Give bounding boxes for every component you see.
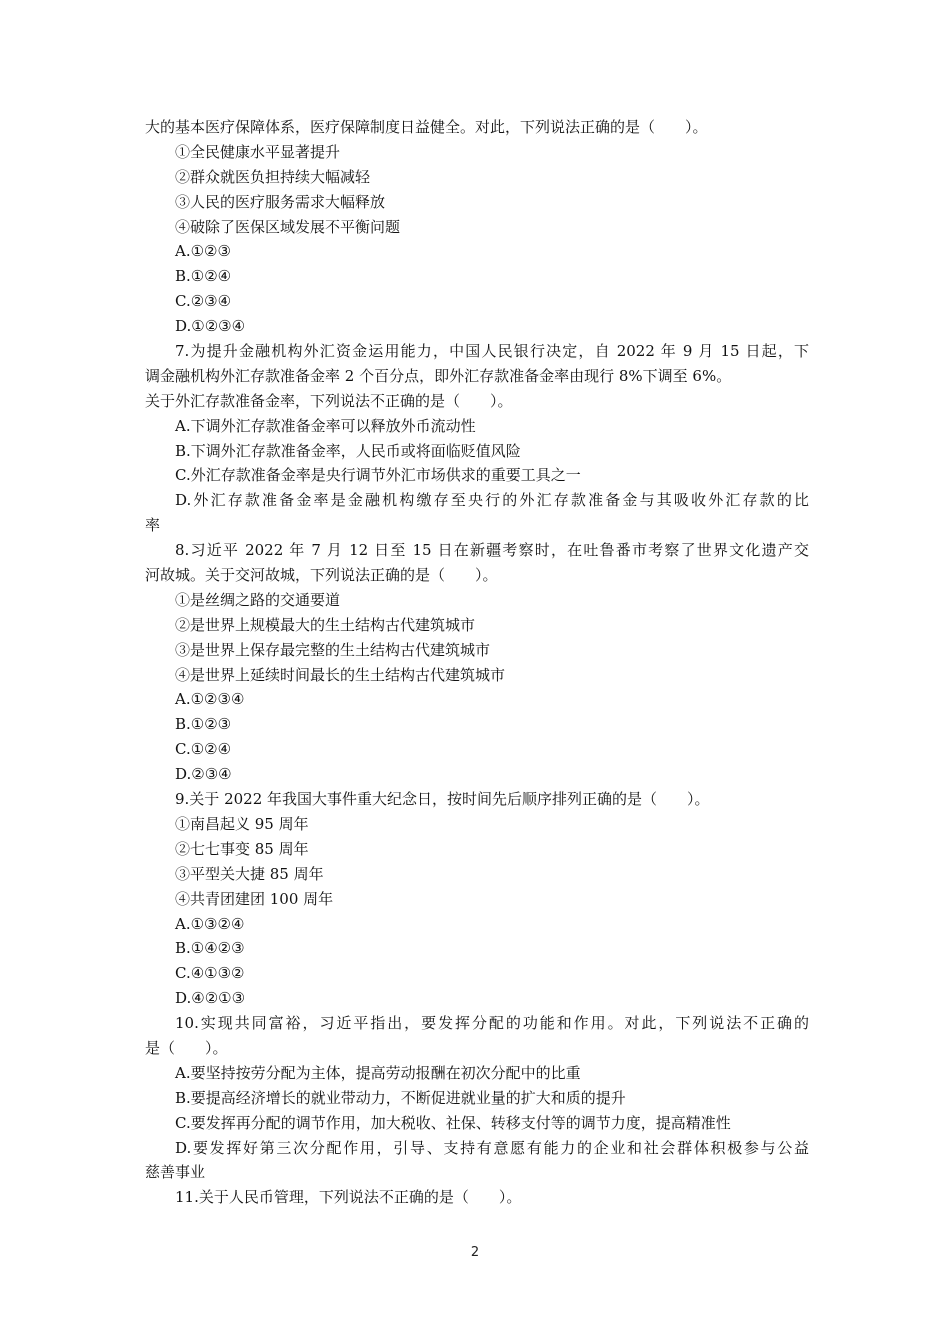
q6-option-b: B.①②④ bbox=[175, 267, 232, 286]
q10-option-d: D.要发挥好第三次分配作用，引导、支持有意愿有能力的企业和社会群体积极参与公益 bbox=[175, 1138, 809, 1157]
q10-option-d-continued: 慈善事业 bbox=[145, 1163, 206, 1182]
q7-option-c: C.外汇存款准备金率是央行调节外汇市场供求的重要工具之一 bbox=[175, 466, 581, 485]
q9-option-b: B.①④②③ bbox=[175, 939, 245, 958]
q10-option-c: C.要发挥再分配的调节作用，加大税收、社保、转移支付等的调节力度，提高精准性 bbox=[175, 1113, 731, 1132]
q8-item-2: ②是世界上规模最大的生土结构古代建筑城市 bbox=[175, 615, 476, 634]
q8-option-c: C.①②④ bbox=[175, 740, 232, 759]
q6-item-2: ②群众就医负担持续大幅减轻 bbox=[175, 167, 371, 186]
q6-option-d: D.①②③④ bbox=[175, 317, 246, 336]
q6-item-4: ④破除了医保区域发展不平衡问题 bbox=[175, 217, 401, 236]
q10-option-b: B.要提高经济增长的就业带动力，不断促进就业量的扩大和质的提升 bbox=[175, 1088, 626, 1107]
q6-item-3: ③人民的医疗服务需求大幅释放 bbox=[175, 192, 386, 211]
q8-stem-line-2: 河故城。关于交河故城，下列说法正确的是（ ）。 bbox=[145, 566, 498, 585]
q8-stem-line-1: 8.习近平 2022 年 7 月 12 日至 15 日在新疆考察时，在吐鲁番市考察了世界文化遗产交 bbox=[175, 541, 809, 560]
q7-option-d: D.外汇存款准备金率是金融机构缴存至央行的外汇存款准备金与其吸收外汇存款的比 bbox=[175, 491, 809, 510]
q8-item-1: ①是丝绸之路的交通要道 bbox=[175, 590, 341, 609]
q10-option-a: A.要坚持按劳分配为主体，提高劳动报酬在初次分配中的比重 bbox=[175, 1063, 581, 1082]
q9-item-3: ③平型关大捷 85 周年 bbox=[175, 864, 324, 883]
q7-stem-line-2: 调金融机构外汇存款准备金率 2 个百分点，即外汇存款准备金率由现行 8%下调至 6%。 bbox=[145, 366, 732, 385]
q6-stem-continued: 大的基本医疗保障体系，医疗保障制度日益健全。对此，下列说法正确的是（ ）。 bbox=[145, 118, 708, 136]
q9-item-4: ④共青团建团 100 周年 bbox=[175, 889, 334, 908]
q7-option-a: A.下调外汇存款准备金率可以释放外币流动性 bbox=[175, 416, 476, 435]
q6-option-a: A.①②③ bbox=[175, 242, 231, 261]
q9-option-d: D.④②①③ bbox=[175, 989, 246, 1008]
q8-item-4: ④是世界上延续时间最长的生土结构古代建筑城市 bbox=[175, 665, 506, 684]
page-number: 2 bbox=[470, 1245, 480, 1260]
q8-item-3: ③是世界上保存最完整的生土结构古代建筑城市 bbox=[175, 640, 491, 659]
document-body bbox=[145, 115, 809, 1210]
q8-option-a: A.①②③④ bbox=[175, 690, 245, 709]
q10-stem-line-1: 10.实现共同富裕，习近平指出，要发挥分配的功能和作用。对此，下列说法不正确的 bbox=[175, 1014, 809, 1033]
q10-stem-line-2: 是（ ）。 bbox=[145, 1038, 228, 1057]
q7-option-b: B.下调外汇存款准备金率，人民币或将面临贬值风险 bbox=[175, 441, 521, 460]
q6-item-1: ①全民健康水平显著提升 bbox=[175, 142, 341, 161]
q9-option-c: C.④①③② bbox=[175, 964, 245, 983]
q6-option-c: C.②③④ bbox=[175, 292, 232, 311]
q8-option-b: B.①②③ bbox=[175, 715, 232, 734]
q9-item-1: ①南昌起义 95 周年 bbox=[175, 814, 309, 833]
q11-stem: 11.关于人民币管理，下列说法不正确的是（ ）。 bbox=[175, 1188, 522, 1207]
q9-stem: 9.关于 2022 年我国大事件重大纪念日，按时间先后顺序排列正确的是（ ）。 bbox=[175, 790, 710, 809]
q7-stem-line-3: 关于外汇存款准备金率，下列说法不正确的是（ ）。 bbox=[145, 391, 513, 410]
q9-item-2: ②七七事变 85 周年 bbox=[175, 839, 309, 858]
q7-stem-line-1: 7.为提升金融机构外汇资金运用能力，中国人民银行决定，自 2022 年 9 月 15 日起，下 bbox=[175, 342, 809, 361]
q7-option-d-continued: 率 bbox=[145, 516, 161, 535]
q9-option-a: A.①③②④ bbox=[175, 914, 245, 933]
q8-option-d: D.②③④ bbox=[175, 765, 232, 784]
